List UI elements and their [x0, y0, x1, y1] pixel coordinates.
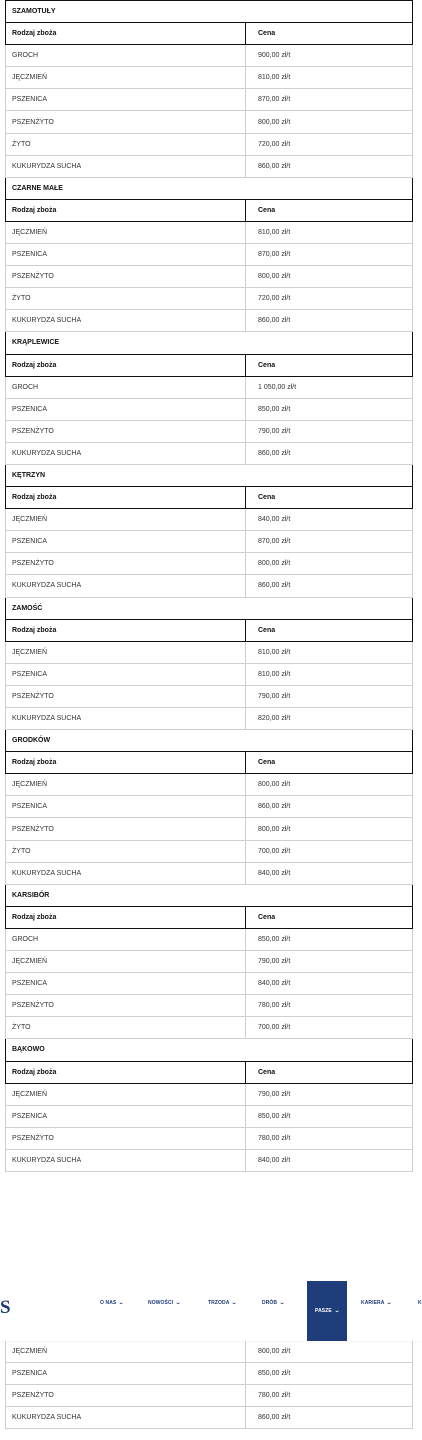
table-row	[6, 641, 413, 663]
location-name: BĄKOWO	[6, 1039, 413, 1061]
grain-type: PSZENICA	[6, 398, 246, 420]
grain-type: KUKURYDZA SUCHA	[6, 310, 246, 332]
nav-item-label: DRÓB	[262, 1300, 278, 1306]
table-row	[6, 1127, 413, 1149]
grain-type: JĘCZMIEŃ	[6, 221, 246, 243]
grain-type: JĘCZMIEŃ	[6, 951, 246, 973]
grain-type: PSZENŻYTO	[6, 685, 246, 707]
grain-type: PSZENŻYTO	[6, 818, 246, 840]
grain-type: ŻYTO	[6, 288, 246, 310]
column-header-row	[6, 23, 413, 45]
table-row	[6, 1149, 413, 1171]
grain-type: ŻYTO	[6, 133, 246, 155]
grain-price: 900,00 zł/t	[246, 45, 413, 67]
column-header-grain: Rodzaj zboża	[6, 487, 246, 509]
grain-price: 850,00 zł/t	[246, 1363, 413, 1385]
table-row	[6, 575, 413, 597]
grain-price: 840,00 zł/t	[246, 1149, 413, 1171]
grain-price: 810,00 zł/t	[246, 641, 413, 663]
chevron-down-icon: ⌄	[333, 1308, 340, 1314]
location-header-ketrzyn	[6, 464, 413, 486]
grain-type: PSZENICA	[6, 1363, 246, 1385]
grain-price: 850,00 zł/t	[246, 928, 413, 950]
table-row	[6, 1363, 413, 1385]
grain-type: GROCH	[6, 376, 246, 398]
price-table-lower	[5, 1340, 413, 1429]
table-row	[6, 266, 413, 288]
grain-price: 810,00 zł/t	[246, 221, 413, 243]
column-header-price: Cena	[246, 487, 413, 509]
grain-type: PSZENŻYTO	[6, 1127, 246, 1149]
grain-price: 800,00 zł/t	[246, 266, 413, 288]
grain-type: PSZENŻYTO	[6, 1385, 246, 1407]
grain-price: 800,00 zł/t	[246, 774, 413, 796]
table-row	[6, 840, 413, 862]
table-row	[6, 862, 413, 884]
grain-price: 850,00 zł/t	[246, 398, 413, 420]
table-row	[6, 1017, 413, 1039]
chevron-down-icon: ⌄	[231, 1300, 238, 1306]
table-row	[6, 420, 413, 442]
column-header-row	[6, 752, 413, 774]
location-name: KĘTRZYN	[6, 464, 413, 486]
grain-price: 860,00 zł/t	[246, 1407, 413, 1429]
table-row	[6, 509, 413, 531]
table-row	[6, 89, 413, 111]
column-header-price: Cena	[246, 23, 413, 45]
table-row	[6, 1385, 413, 1407]
grain-type: JĘCZMIEŃ	[6, 774, 246, 796]
grain-price: 870,00 zł/t	[246, 531, 413, 553]
grain-price: 780,00 zł/t	[246, 1127, 413, 1149]
grain-type: ŻYTO	[6, 1017, 246, 1039]
chevron-down-icon: ⌄	[279, 1300, 286, 1306]
column-header-price: Cena	[246, 752, 413, 774]
table-row	[6, 67, 413, 89]
grain-type: PSZENICA	[6, 1105, 246, 1127]
table-row	[6, 398, 413, 420]
grain-price: 810,00 zł/t	[246, 663, 413, 685]
column-header-grain: Rodzaj zboża	[6, 906, 246, 928]
grain-type: KUKURYDZA SUCHA	[6, 862, 246, 884]
nav-item-label: O NAS	[100, 1300, 117, 1306]
location-name: KRĄPLEWICE	[6, 332, 413, 354]
table-row	[6, 221, 413, 243]
table-row	[6, 244, 413, 266]
grain-type: KUKURYDZA SUCHA	[6, 1149, 246, 1171]
grain-price: 810,00 zł/t	[246, 67, 413, 89]
column-header-grain: Rodzaj zboża	[6, 752, 246, 774]
table-row	[6, 818, 413, 840]
nav-item-kariera[interactable]	[361, 1281, 392, 1325]
column-header-grain: Rodzaj zboża	[6, 354, 246, 376]
grain-price: 1 050,00 zł/t	[246, 376, 413, 398]
location-header-szamotuly	[6, 1, 413, 23]
table-row	[6, 928, 413, 950]
column-header-row	[6, 487, 413, 509]
grain-price: 860,00 zł/t	[246, 796, 413, 818]
grain-price: 780,00 zł/t	[246, 995, 413, 1017]
nav-item-label: TRZODA	[208, 1300, 230, 1306]
grain-price: 840,00 zł/t	[246, 973, 413, 995]
location-header-karsibor	[6, 884, 413, 906]
grain-price: 850,00 zł/t	[246, 1105, 413, 1127]
grain-type: PSZENICA	[6, 796, 246, 818]
grain-price: 780,00 zł/t	[246, 1385, 413, 1407]
nav-item-o-nas[interactable]	[100, 1281, 124, 1325]
column-header-price: Cena	[246, 906, 413, 928]
grain-type: PSZENŻYTO	[6, 266, 246, 288]
location-header-grodkow	[6, 730, 413, 752]
table-row	[6, 995, 413, 1017]
grain-price: 860,00 zł/t	[246, 155, 413, 177]
nav-item-nowosci[interactable]	[148, 1281, 180, 1325]
grain-price: 720,00 zł/t	[246, 133, 413, 155]
price-table	[5, 0, 413, 1172]
nav-item-pasze[interactable]	[307, 1281, 347, 1341]
nav-item-trzoda[interactable]	[208, 1281, 237, 1325]
logo[interactable]: S	[0, 1297, 11, 1318]
grain-type: JĘCZMIEŃ	[6, 67, 246, 89]
grain-price: 790,00 zł/t	[246, 420, 413, 442]
nav-item-label: PASZE	[315, 1308, 332, 1314]
grain-type: PSZENICA	[6, 531, 246, 553]
grain-price: 820,00 zł/t	[246, 708, 413, 730]
grain-type: PSZENICA	[6, 89, 246, 111]
column-header-price: Cena	[246, 619, 413, 641]
table-row	[6, 111, 413, 133]
table-row	[6, 1341, 413, 1363]
location-name: CZARNE MAŁE	[6, 177, 413, 199]
location-name: GRODKÓW	[6, 730, 413, 752]
column-header-price: Cena	[246, 199, 413, 221]
location-name: ZAMOŚĆ	[6, 597, 413, 619]
table-row	[6, 1105, 413, 1127]
grain-type: KUKURYDZA SUCHA	[6, 155, 246, 177]
grain-price: 860,00 zł/t	[246, 442, 413, 464]
location-header-zamosc	[6, 597, 413, 619]
column-header-grain: Rodzaj zboża	[6, 619, 246, 641]
table-row	[6, 685, 413, 707]
grain-type: KUKURYDZA SUCHA	[6, 1407, 246, 1429]
table-row	[6, 973, 413, 995]
grain-type: PSZENŻYTO	[6, 111, 246, 133]
nav-item-k[interactable]	[418, 1281, 422, 1325]
table-row	[6, 553, 413, 575]
table-row	[6, 1407, 413, 1429]
table-row	[6, 708, 413, 730]
grain-price: 870,00 zł/t	[246, 89, 413, 111]
column-header-row	[6, 906, 413, 928]
grain-price: 790,00 zł/t	[246, 951, 413, 973]
column-header-grain: Rodzaj zboża	[6, 23, 246, 45]
grain-price: 720,00 zł/t	[246, 288, 413, 310]
grain-type: PSZENICA	[6, 663, 246, 685]
nav-item-label: NOWOŚCI	[148, 1300, 174, 1306]
grain-price: 700,00 zł/t	[246, 840, 413, 862]
column-header-price: Cena	[246, 354, 413, 376]
grain-type: PSZENŻYTO	[6, 420, 246, 442]
table-row	[6, 951, 413, 973]
grain-type: JĘCZMIEŃ	[6, 509, 246, 531]
chevron-down-icon: ⌄	[386, 1300, 393, 1306]
location-header-bakowo	[6, 1039, 413, 1061]
nav-item-label: KARIERA	[361, 1300, 385, 1306]
table-row	[6, 531, 413, 553]
table-row	[6, 133, 413, 155]
grain-price: 840,00 zł/t	[246, 509, 413, 531]
grain-type: KUKURYDZA SUCHA	[6, 575, 246, 597]
grain-price: 800,00 zł/t	[246, 818, 413, 840]
column-header-row	[6, 619, 413, 641]
table-row	[6, 796, 413, 818]
column-header-row	[6, 354, 413, 376]
grain-type: JĘCZMIEŃ	[6, 1341, 246, 1363]
grain-price: 800,00 zł/t	[246, 1341, 413, 1363]
location-name: SZAMOTUŁY	[6, 1, 413, 23]
grain-price: 860,00 zł/t	[246, 575, 413, 597]
grain-price: 800,00 zł/t	[246, 111, 413, 133]
table-row	[6, 288, 413, 310]
table-row	[6, 442, 413, 464]
table-row	[6, 1083, 413, 1105]
column-header-row	[6, 199, 413, 221]
grain-type: KUKURYDZA SUCHA	[6, 708, 246, 730]
location-header-czarne-male	[6, 177, 413, 199]
table-row	[6, 376, 413, 398]
nav-item-drob[interactable]	[262, 1281, 284, 1325]
column-header-grain: Rodzaj zboża	[6, 199, 246, 221]
grain-price: 790,00 zł/t	[246, 1083, 413, 1105]
grain-type: KUKURYDZA SUCHA	[6, 442, 246, 464]
grain-price: 800,00 zł/t	[246, 553, 413, 575]
grain-price: 790,00 zł/t	[246, 685, 413, 707]
table-row	[6, 663, 413, 685]
grain-price: 840,00 zł/t	[246, 862, 413, 884]
price-table-continued	[0, 1340, 422, 1429]
grain-type: ŻYTO	[6, 840, 246, 862]
nav-item-label: K	[418, 1300, 422, 1306]
table-row	[6, 45, 413, 67]
grain-type: GROCH	[6, 45, 246, 67]
chevron-down-icon: ⌄	[175, 1300, 182, 1306]
grain-type: JĘCZMIEŃ	[6, 1083, 246, 1105]
grain-type: PSZENŻYTO	[6, 553, 246, 575]
grain-type: JĘCZMIEŃ	[6, 641, 246, 663]
location-name: KARSIBÓR	[6, 884, 413, 906]
grain-type: GROCH	[6, 928, 246, 950]
table-row	[6, 310, 413, 332]
grain-price: 870,00 zł/t	[246, 244, 413, 266]
grain-price: 700,00 zł/t	[246, 1017, 413, 1039]
column-header-price: Cena	[246, 1061, 413, 1083]
table-row	[6, 155, 413, 177]
table-row	[6, 774, 413, 796]
grain-price: 860,00 zł/t	[246, 310, 413, 332]
column-header-grain: Rodzaj zboża	[6, 1061, 246, 1083]
main-navigation	[0, 1281, 422, 1341]
grain-type: PSZENICA	[6, 973, 246, 995]
grain-type: PSZENŻYTO	[6, 995, 246, 1017]
location-header-kraplewice	[6, 332, 413, 354]
chevron-down-icon: ⌄	[118, 1300, 125, 1306]
grain-type: PSZENICA	[6, 244, 246, 266]
column-header-row	[6, 1061, 413, 1083]
